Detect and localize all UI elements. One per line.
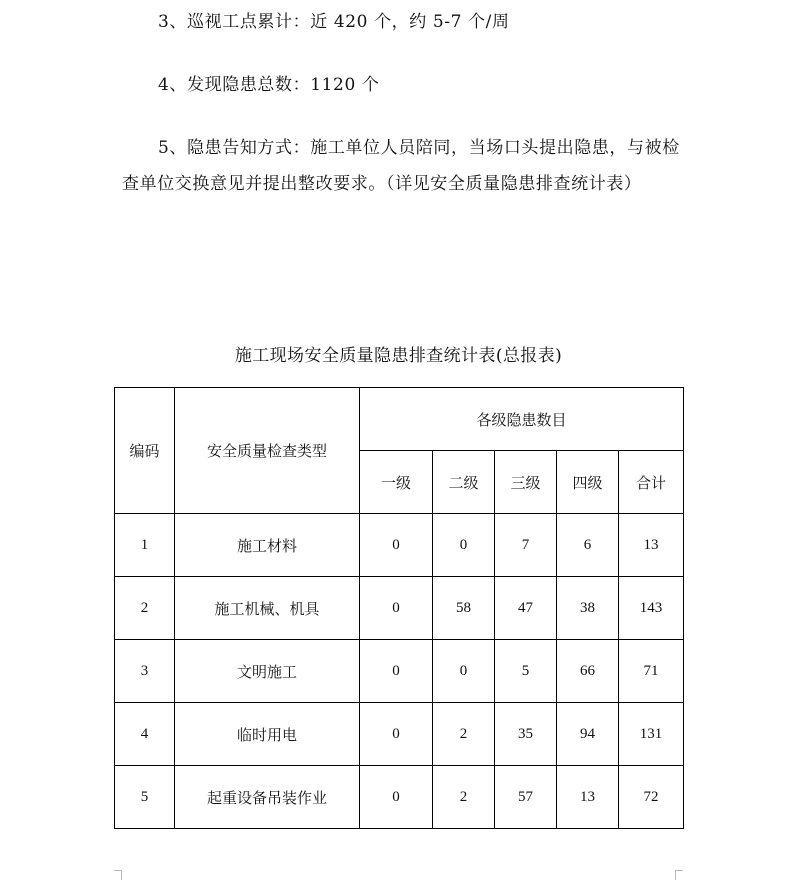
header-code: 编码 xyxy=(115,388,175,514)
cell-level-4: 13 xyxy=(557,766,619,829)
header-total: 合计 xyxy=(619,451,684,514)
cell-level-1: 0 xyxy=(360,766,433,829)
header-level-3: 三级 xyxy=(495,451,557,514)
page-corner-mark-right xyxy=(675,870,683,878)
table-row xyxy=(115,514,684,577)
table-row xyxy=(115,640,684,703)
cell-total: 72 xyxy=(619,766,684,829)
table-row xyxy=(115,703,684,766)
table-row xyxy=(115,766,684,829)
cell-total: 13 xyxy=(619,514,684,577)
header-level-2: 二级 xyxy=(433,451,495,514)
cell-level-4: 6 xyxy=(557,514,619,577)
paragraph-patrol-count-text: 3、巡视工点累计：近 420 个，约 5-7 个/周 xyxy=(158,12,510,32)
cell-level-2: 2 xyxy=(433,703,495,766)
hazard-statistics-table xyxy=(114,387,684,829)
cell-level-4: 66 xyxy=(557,640,619,703)
cell-level-1: 0 xyxy=(360,703,433,766)
cell-level-1: 0 xyxy=(360,577,433,640)
cell-total: 71 xyxy=(619,640,684,703)
cell-level-2: 2 xyxy=(433,766,495,829)
paragraph-hazard-total-text: 4、发现隐患总数：1120 个 xyxy=(158,75,380,95)
cell-type: 施工机械、机具 xyxy=(175,577,360,640)
cell-level-4: 94 xyxy=(557,703,619,766)
cell-level-3: 47 xyxy=(495,577,557,640)
paragraph-patrol-count xyxy=(122,4,682,40)
page-corner-mark-right-vertical xyxy=(675,870,676,880)
cell-total: 131 xyxy=(619,703,684,766)
paragraph-hazard-total xyxy=(122,67,682,103)
cell-code: 5 xyxy=(115,766,175,829)
cell-level-3: 5 xyxy=(495,640,557,703)
cell-level-4: 38 xyxy=(557,577,619,640)
cell-level-2: 58 xyxy=(433,577,495,640)
cell-code: 3 xyxy=(115,640,175,703)
cell-code: 4 xyxy=(115,703,175,766)
cell-level-3: 7 xyxy=(495,514,557,577)
table-row xyxy=(115,577,684,640)
cell-total: 143 xyxy=(619,577,684,640)
cell-code: 2 xyxy=(115,577,175,640)
cell-type: 施工材料 xyxy=(175,514,360,577)
cell-level-2: 0 xyxy=(433,640,495,703)
page-corner-mark-left-vertical xyxy=(121,870,122,880)
table-title: 施工现场安全质量隐患排查统计表(总报表) xyxy=(234,346,563,366)
header-hazard-group: 各级隐患数目 xyxy=(360,388,684,451)
cell-level-3: 35 xyxy=(495,703,557,766)
cell-type: 临时用电 xyxy=(175,703,360,766)
table-header-row xyxy=(115,388,684,451)
cell-level-1: 0 xyxy=(360,514,433,577)
cell-type: 起重设备吊装作业 xyxy=(175,766,360,829)
header-check-type: 安全质量检查类型 xyxy=(175,388,360,514)
cell-level-2: 0 xyxy=(433,514,495,577)
paragraph-notice-method-text: 5、隐患告知方式：施工单位人员陪同，当场口头提出隐患，与被检查单位交换意见并提出整改要求。（详见安全质量隐患排查统计表） xyxy=(122,138,680,194)
paragraph-notice-method xyxy=(122,130,682,202)
cell-level-1: 0 xyxy=(360,640,433,703)
cell-level-3: 57 xyxy=(495,766,557,829)
header-level-1: 一级 xyxy=(360,451,433,514)
cell-type: 文明施工 xyxy=(175,640,360,703)
cell-code: 1 xyxy=(115,514,175,577)
header-level-4: 四级 xyxy=(557,451,619,514)
